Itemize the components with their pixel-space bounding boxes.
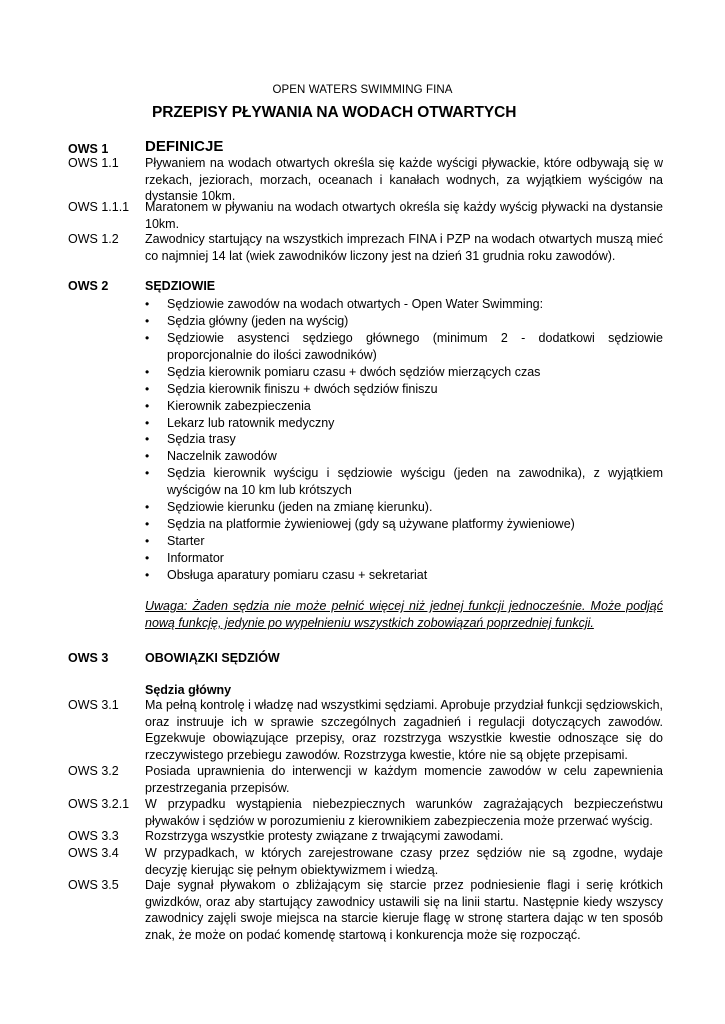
item-text: Zawodnicy startujący na wszystkich imprezach FINA i PZP na wodach otwartych muszą mieć co najmniej 14 lat (wiek zawodników liczony jest na dzień 31 grudnia roku zawodów). (145, 232, 663, 263)
section-heading: OBOWIĄZKI SĘDZIÓW (145, 651, 280, 665)
item-text: Daje sygnał pływakom o zbliżającym się starcie przez podniesienie flagi i serię krótkich gwizdków, oraz aby startujący zawodnicy ustawili się na linii startu. Następnie kiedy wszyscy zawodnicy zajęli swoje miejsca na starcie kieruje flagę w stronę startera dając w ten sposób znak, że może on podać komendę startową i konkurencja może się rozpocząć. (145, 878, 663, 942)
item-text: W przypadkach, w których zarejestrowane czasy przez sędziów nie są zgodne, wydaje decyzję kierując się pełnym obiektywizmem i wiedzą. (145, 846, 663, 877)
list-item: • Obsługa aparatury pomiaru czasu + sekretariat (145, 567, 428, 582)
list-item: • Sędziowie asystenci sędziego głównego (minimum 2 - dodatkowi sędziowie proporcjonalnie do ilości zawodników) (145, 330, 663, 362)
document-title: PRZEPISY PŁYWANIA NA WODACH OTWARTYCH (152, 104, 517, 121)
section-number: OWS 2 (68, 279, 109, 293)
bullet-icon: • (145, 517, 150, 532)
subsection-heading: Sędzia główny (145, 683, 232, 697)
list-item: • Sędzia kierownik wyścigu i sędziowie wyścigu (jeden na zawodnika), z wyjątkiem wyścigów na 10 km lub krótszych (145, 466, 663, 498)
list-item: • Sędzia trasy (145, 432, 236, 447)
item-number: OWS 3.5 (68, 878, 119, 892)
item-text: Maratonem w pływaniu na wodach otwartych określa się każdy wyścig pływacki na dystansie 10km. (145, 200, 663, 231)
judges-list (145, 296, 663, 584)
list-item: • Sędzia na platformie żywieniowej (gdy są używane platformy żywieniowe) (145, 517, 575, 532)
bullet-icon: • (145, 398, 150, 413)
item-number: OWS 1.1.1 (68, 200, 130, 214)
bullet-icon: • (145, 381, 150, 396)
item-text: Pływaniem na wodach otwartych określa się każde wyścigi pływackie, które odbywają się w rzekach, jeziorach, morzach, oceanach i kanałach wodnych, za wyjątkiem wyścigów na dystansie 10km. (145, 156, 663, 203)
list-item: • Sędziowie kierunku (jeden na zmianę kierunku). (145, 500, 433, 515)
section-number: OWS 1 (68, 142, 109, 156)
item-text: Rozstrzyga wszystkie protesty związane z trwającymi zawodami. (145, 829, 504, 843)
item-text: W przypadku wystąpienia niebezpiecznych warunków zagrażających bezpieczeństwu pływaków i sędziów w porozumieniu z kierownikiem zabezpieczenia może przerwać wyścig. (145, 797, 663, 828)
bullet-icon: • (145, 534, 150, 548)
judges-note: Uwaga: Żaden sędzia nie może pełnić więcej niż jednej funkcji jednocześnie. Może podjąć nową funkcję, jedynie po wypełnieniu wszystkich zobowiązań poprzedniej funkcji. (145, 599, 663, 630)
item-text: Posiada uprawnienia do interwencji w każdym momencie zawodów w celu zapewnienia przestrzegania przepisów. (145, 764, 663, 795)
bullet-icon: • (145, 466, 150, 481)
list-item: • Informator (145, 550, 224, 565)
bullet-icon: • (145, 432, 150, 447)
bullet-icon: • (145, 297, 150, 311)
item-number: OWS 1.1 (68, 156, 119, 170)
bullet-icon: • (145, 330, 150, 345)
list-item: • Kierownik zabezpieczenia (145, 398, 311, 413)
item-number: OWS 3.2 (68, 764, 119, 778)
document-subtitle: OPEN WATERS SWIMMING FINA (272, 84, 453, 96)
item-number: OWS 3.2.1 (68, 797, 130, 811)
bullet-icon: • (145, 567, 150, 582)
list-item: • Sędzia kierownik finiszu + dwóch sędziów finiszu (145, 381, 438, 396)
bullet-icon: • (145, 364, 150, 379)
list-item: • Sędzia kierownik pomiaru czasu + dwóch sędziów mierzących czas (145, 364, 541, 379)
bullet-icon: • (145, 500, 150, 515)
list-item: • Naczelnik zawodów (145, 449, 277, 464)
section-heading: DEFINICJE (145, 138, 224, 155)
item-number: OWS 1.2 (68, 232, 119, 246)
item-number: OWS 3.4 (68, 846, 119, 860)
bullet-icon: • (145, 449, 150, 464)
list-item: • Lekarz lub ratownik medyczny (145, 415, 335, 430)
list-item: • Sędziowie zawodów na wodach otwartych - Open Water Swimming: (145, 297, 544, 311)
bullet-icon: • (145, 313, 150, 328)
item-text: Ma pełną kontrolę i władzę nad wszystkimi sędziami. Aprobuje przydział funkcji sędziowskich, oraz instruuje ich w sprawie szczególnych zagadnień i regulacji dotyczących zawodów. Egzekwuje obowiązujące przepisy, oraz rozstrzyga wszystkie kwestie odnoszące się do rzeczywistego przebiegu zawodów. Rozstrzyga kwestie, które nie są objęte przepisami. (145, 698, 663, 762)
bullet-icon: • (145, 550, 150, 565)
list-item: • Starter (145, 534, 205, 548)
item-number: OWS 3.1 (68, 698, 119, 712)
bullet-icon: • (145, 415, 150, 430)
section-number: OWS 3 (68, 651, 109, 665)
section-heading: SĘDZIOWIE (145, 279, 216, 293)
item-number: OWS 3.3 (68, 829, 119, 843)
list-item: • Sędzia główny (jeden na wyścig) (145, 313, 349, 328)
